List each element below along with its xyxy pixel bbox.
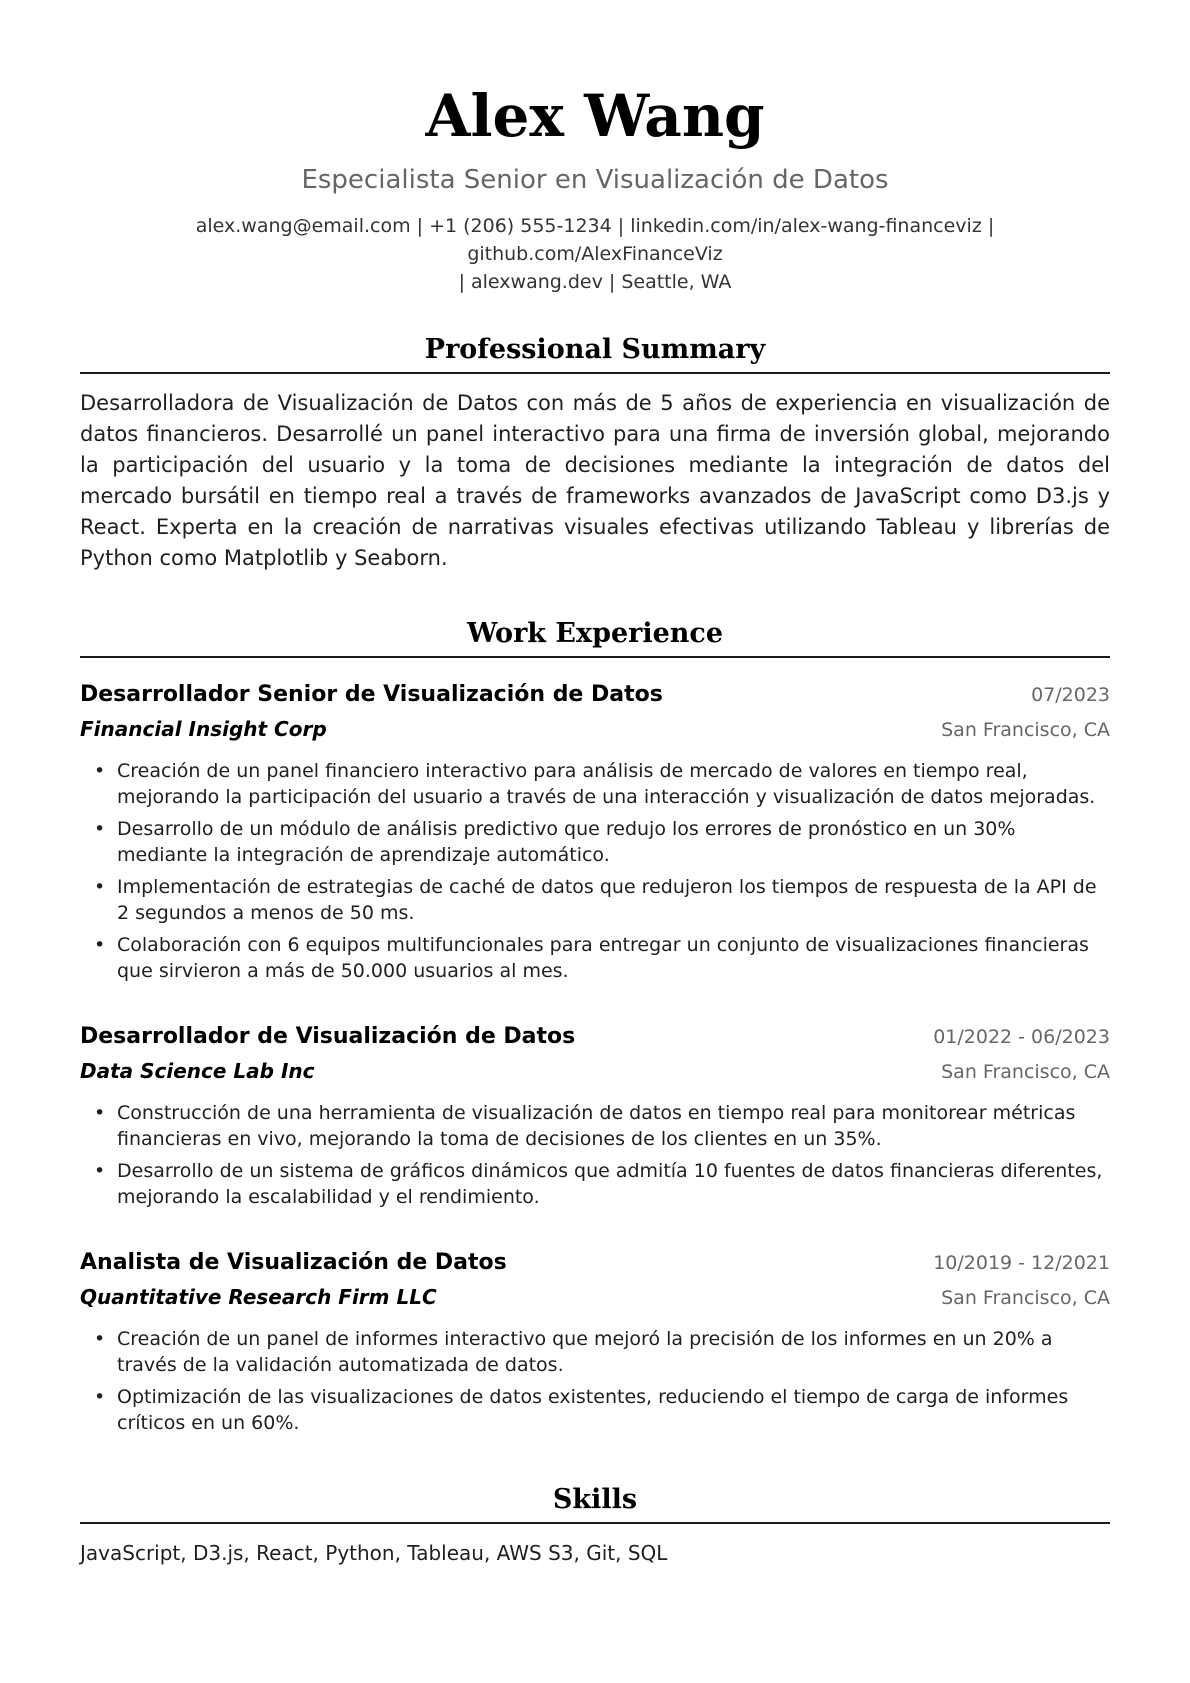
bullet-icon: •	[94, 1160, 106, 1182]
job-location: San Francisco, CA	[941, 1061, 1110, 1083]
resume-header	[80, 0, 1110, 296]
bullet-icon: •	[94, 1328, 106, 1350]
job-location: San Francisco, CA	[941, 719, 1110, 741]
job-location: San Francisco, CA	[941, 1287, 1110, 1309]
company-name: Quantitative Research Firm LLC	[80, 1285, 437, 1309]
job-entry	[80, 1246, 1110, 1436]
skills-text: JavaScript, D3.js, React, Python, Tableau, AWS S3, Git, SQL	[80, 1541, 668, 1565]
candidate-name: Alex Wang	[425, 82, 765, 150]
job-date: 01/2022 - 06/2023	[933, 1026, 1110, 1048]
achievement-text: Optimización de las visualizaciones de datos existentes, reduciendo el tiempo de carga de informes críticos en un 60%.	[117, 1386, 1069, 1434]
achievement-text: Construcción de una herramienta de visualización de datos en tiempo real para monitorear métricas financieras en vivo, mejorando la toma de decisiones de los clientes en un 35%.	[117, 1102, 1076, 1150]
achievement-text: Creación de un panel de informes interactivo que mejoró la precisión de los informes en un 20% a través de la validación automatizada de datos.	[117, 1328, 1053, 1376]
summary-section	[80, 332, 1110, 574]
list-item	[80, 1326, 1110, 1378]
bullet-icon: •	[94, 760, 106, 782]
company-name: Data Science Lab Inc	[80, 1059, 315, 1083]
company-name: Financial Insight Corp	[80, 717, 327, 741]
section-heading: Professional Summary	[80, 332, 1110, 374]
contact-line: | alexwang.dev | Seattle, WA	[458, 271, 732, 293]
job-title: Desarrollador de Visualización de Datos	[80, 1024, 576, 1049]
achievement-text: Creación de un panel financiero interactivo para análisis de mercado de valores en tiempo real, mejorando la participación del usuario a través de una interacción y visualización de datos mejoradas.	[117, 760, 1096, 808]
list-item	[80, 1158, 1110, 1210]
bullet-icon: •	[94, 818, 106, 840]
list-item	[80, 816, 1110, 868]
section-heading: Work Experience	[80, 616, 1110, 658]
candidate-title: Especialista Senior en Visualización de Datos	[301, 165, 889, 195]
experience-section	[80, 616, 1110, 1436]
achievement-text: Desarrollo de un módulo de análisis predictivo que redujo los errores de pronóstico en un 30% mediante la integración de aprendizaje automático.	[117, 818, 1016, 866]
list-item	[80, 874, 1110, 926]
job-date: 10/2019 - 12/2021	[933, 1252, 1110, 1274]
achievement-text: Colaboración con 6 equipos multifuncionales para entregar un conjunto de visualizaciones financieras que sirvieron a más de 50.000 usuarios al mes.	[117, 934, 1089, 982]
job-title: Desarrollador Senior de Visualización de Datos	[80, 682, 663, 707]
achievement-list	[80, 1100, 1110, 1210]
list-item	[80, 1384, 1110, 1436]
contact-info	[80, 212, 1110, 296]
bullet-icon: •	[94, 876, 106, 898]
contact-line: alex.wang@email.com | +1 (206) 555-1234 | linkedin.com/in/alex-wang-financeviz | github.com/AlexFinanceViz	[195, 215, 995, 265]
job-entry	[80, 1020, 1110, 1210]
bullet-icon: •	[94, 934, 106, 956]
job-title: Analista de Visualización de Datos	[80, 1250, 507, 1275]
bullet-icon: •	[94, 1386, 106, 1408]
achievement-text: Implementación de estrategias de caché de datos que redujeron los tiempos de respuesta de la API de 2 segundos a menos de 50 ms.	[117, 876, 1097, 924]
summary-text: Desarrolladora de Visualización de Datos con más de 5 años de experiencia en visualización de datos financieros. Desarrollé un panel interactivo para una firma de inversión global, mejorando la participación del usuario y la toma de decisiones mediante la integración de datos del mercado bursátil en tiempo real a través de frameworks avanzados de JavaScript como D3.js y React. Experta en la creación de narrativas visuales efectivas utilizando Tableau y librerías de Python como Matplotlib y Seaborn.	[80, 391, 1110, 570]
skills-section	[80, 1482, 1110, 1568]
job-date: 07/2023	[1031, 684, 1110, 706]
section-heading: Skills	[80, 1482, 1110, 1524]
achievement-text: Desarrollo de un sistema de gráficos dinámicos que admitía 10 fuentes de datos financieras diferentes, mejorando la escalabilidad y el rendimiento.	[117, 1160, 1103, 1208]
list-item	[80, 1100, 1110, 1152]
list-item	[80, 932, 1110, 984]
achievement-list	[80, 1326, 1110, 1436]
list-item	[80, 758, 1110, 810]
job-entry	[80, 678, 1110, 984]
bullet-icon: •	[94, 1102, 106, 1124]
achievement-list	[80, 758, 1110, 984]
